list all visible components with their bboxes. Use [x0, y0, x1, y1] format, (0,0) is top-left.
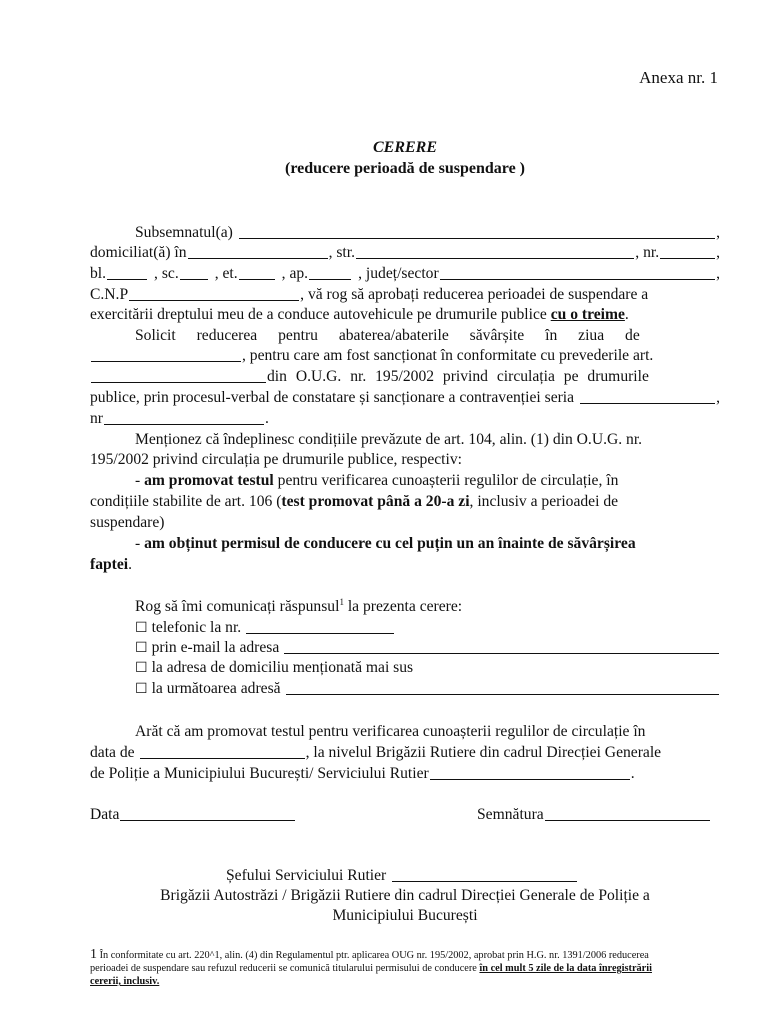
- test-date-field[interactable]: [140, 743, 305, 759]
- report-number-field[interactable]: [104, 409, 264, 425]
- name-field[interactable]: [239, 223, 715, 239]
- addressee-line-3: Municipiului București: [332, 907, 478, 924]
- conditions-line-2: 195/2002 privind circulația pe drumurile publice, respectiv:: [90, 451, 462, 468]
- checkbox-email[interactable]: ☐: [135, 640, 148, 656]
- address-line: domiciliat(ă) în , str. , nr. ,: [90, 244, 720, 261]
- offense-date-line: , pentru care am fost sancționat în conformitate cu prevederile art.: [90, 346, 720, 366]
- phone-field[interactable]: [246, 618, 394, 634]
- article-line: din O.U.G. nr. 195/2002 privind circulația pe drumurile: [90, 367, 720, 387]
- addressee-field[interactable]: [392, 866, 577, 882]
- footnote: 1 În conformitate cu art. 220^1, alin. (4) din Regulamentul ptr. aplicarea OUG nr. 195/2002, aprobat prin H.G. nr. 1391/2006 reducerea perioadei de suspendare sau refuzul reducerii se comunică titularului permisului de conducere în cel mult 5 zile de la data înregistrării cererii, inclusiv.: [90, 947, 652, 987]
- checkbox-home-address[interactable]: ☐: [135, 660, 148, 676]
- report-series-field[interactable]: [580, 388, 715, 404]
- signature-field[interactable]: [545, 805, 710, 821]
- document-title: CERERE: [372, 139, 438, 156]
- option-home-address: ☐ la adresa de domiciliu menționată mai sus: [135, 659, 414, 676]
- option-email: ☐ prin e-mail la adresa: [135, 638, 720, 658]
- offense-line: Solicit reducerea pentru abaterea/abaterile săvârșite în ziua de: [135, 327, 640, 344]
- report-line: publice, prin procesul-verbal de constatare și sancționare a contravenției seria ,: [90, 389, 720, 406]
- response-intro: Rog să îmi comunicați răspunsul$^1$ la prezenta cerere:: [135, 596, 463, 615]
- street-field[interactable]: [356, 243, 634, 259]
- floor-field[interactable]: [239, 264, 275, 280]
- police-line: de Poliție a Municipiului București/ Serviciului Rutier .: [90, 765, 635, 782]
- condition-test-line-3: suspendare): [90, 514, 165, 531]
- service-field[interactable]: [430, 764, 630, 780]
- locality-field[interactable]: [188, 243, 328, 259]
- test-passed-line: Arăt că am promovat testul pentru verificarea cunoașterii regulilor de circulație în: [135, 723, 646, 740]
- block-field[interactable]: [107, 264, 147, 280]
- condition-license-line-2: faptei.: [90, 556, 133, 573]
- article-field[interactable]: [91, 367, 266, 383]
- county-field[interactable]: [440, 264, 715, 280]
- annex-label: Anexa nr. 1: [639, 68, 718, 87]
- test-date-line: data de , la nivelul Brigăzii Rutiere din cadrul Direcției Generale: [90, 744, 662, 761]
- number-field[interactable]: [660, 243, 715, 259]
- condition-test-line-2: condițiile stabilite de art. 106 (test promovat până a 20-a zi, inclusiv a perioadei de: [90, 493, 619, 510]
- condition-test-line: - am promovat testul pentru verificarea cunoașterii regulilor de circulație, în: [135, 472, 619, 489]
- cnp-line: C.N.P , vă rog să aprobați reducerea perioadei de suspendare a: [90, 286, 649, 303]
- addressee-line-2: Brigăzii Autostrăzi / Brigăzii Rutiere din cadrul Direcției Generale de Poliție a: [160, 887, 650, 904]
- checkbox-other-address[interactable]: ☐: [135, 681, 148, 697]
- option-other-address: ☐ la următoarea adresă: [135, 679, 720, 699]
- checkbox-phone[interactable]: ☐: [135, 620, 148, 636]
- report-number-line: nr .: [90, 410, 269, 427]
- option-phone: ☐ telefonic la nr.: [135, 618, 720, 638]
- date-line: Data: [90, 805, 296, 825]
- conditions-line: Menționez că îndeplinesc condițiile prevăzute de art. 104, alin. (1) din O.U.G. nr.: [135, 431, 643, 448]
- signature-line: Semnătura: [477, 805, 711, 825]
- date-field[interactable]: [120, 805, 295, 821]
- apartment-field[interactable]: [309, 264, 351, 280]
- other-address-field[interactable]: [286, 679, 719, 695]
- staircase-field[interactable]: [180, 264, 208, 280]
- email-field[interactable]: [284, 638, 719, 654]
- footnote-ref: 1: [339, 596, 344, 607]
- document-subtitle: (reducere perioadă de suspendare ): [285, 160, 525, 177]
- addressee-line: Șefului Serviciului Rutier: [226, 866, 578, 886]
- paragraph-line: exercitării dreptului meu de a conduce autovehicule pe drumurile publice cu o treime.: [90, 306, 629, 323]
- building-line: bl. , sc. , et. , ap. , județ/sector ,: [90, 265, 720, 282]
- condition-license-line: - am obținut permisul de conducere cu cel puțin un an înainte de săvârșirea: [135, 535, 636, 552]
- cnp-field[interactable]: [129, 285, 299, 301]
- name-line: Subsemnatul(a) ,: [135, 224, 720, 241]
- offense-date-field[interactable]: [91, 346, 241, 362]
